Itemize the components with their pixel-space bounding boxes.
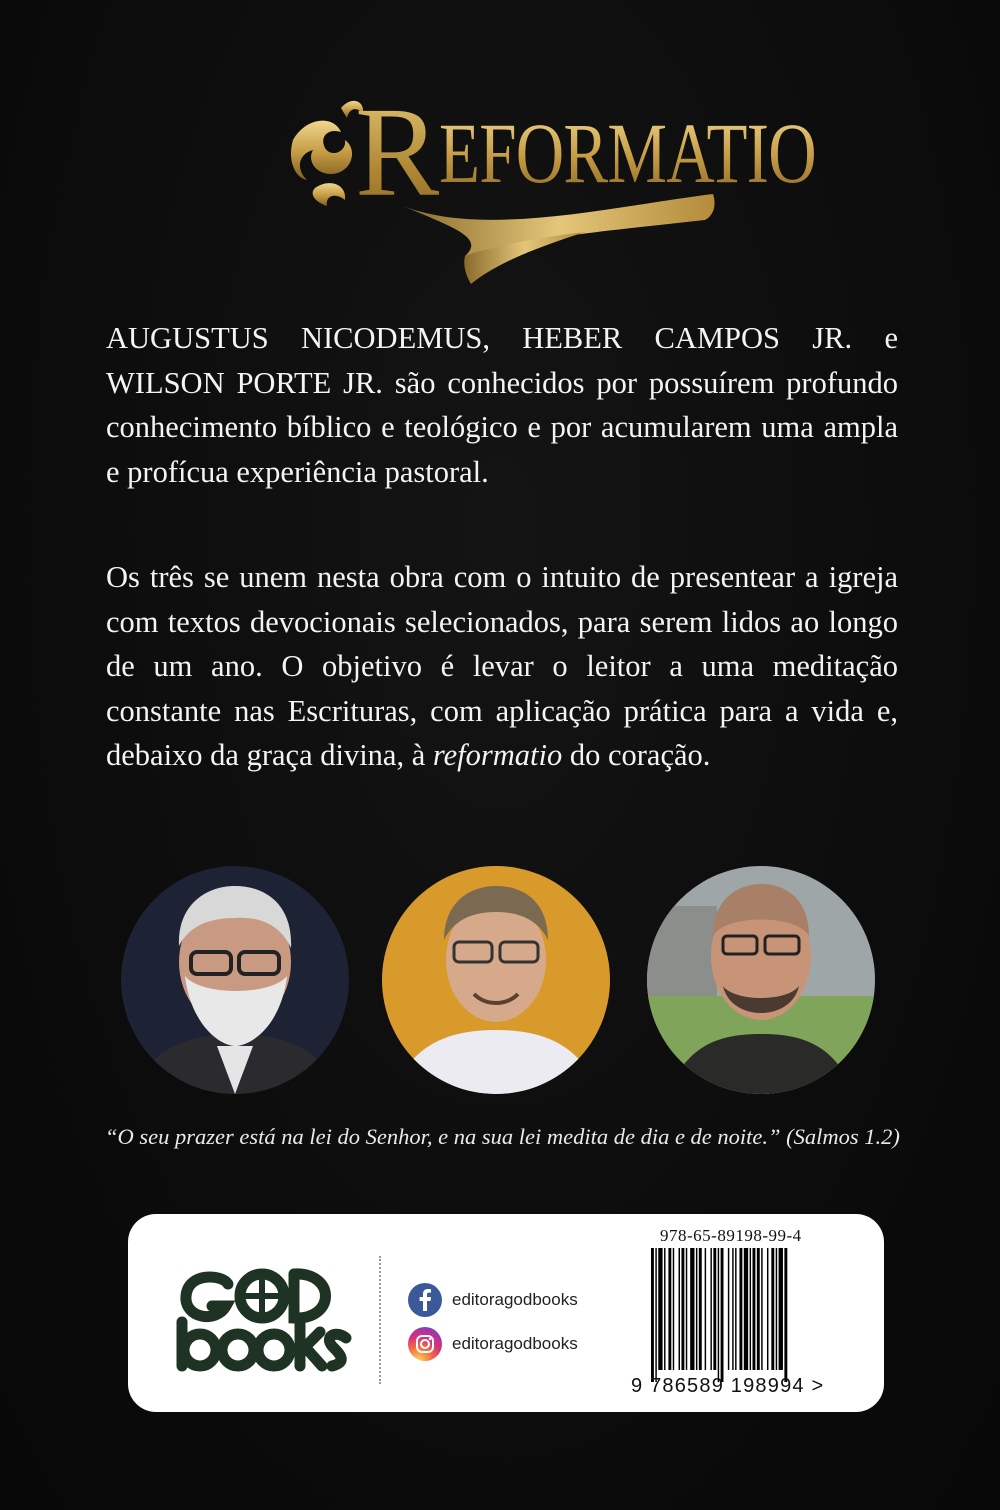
logo-wordmark (355, 81, 923, 223)
author-portrait-1 (121, 866, 349, 1094)
barcode-bar (735, 1248, 736, 1370)
facebook-handle: editoragodbooks (452, 1290, 578, 1309)
barcode-bar (771, 1248, 774, 1370)
barcode-bar (686, 1248, 687, 1370)
barcode-bar (713, 1248, 716, 1370)
godbooks-logo-mark (176, 1266, 352, 1374)
logo-rest-letters: EFORMATIO (439, 105, 817, 201)
barcode-bar (673, 1248, 674, 1370)
author-portrait-2 (382, 866, 610, 1094)
godbooks-logo (176, 1266, 352, 1374)
barcode-bar (779, 1248, 783, 1370)
publisher-panel (128, 1214, 884, 1412)
barcode-bar (750, 1248, 751, 1370)
isbn-barcode (650, 1248, 825, 1382)
barcode-bar (696, 1248, 697, 1370)
barcode-bar (705, 1248, 706, 1370)
barcode-bar (658, 1248, 662, 1370)
barcode-bar (744, 1248, 748, 1370)
instagram-link[interactable] (408, 1327, 578, 1361)
barcode-bar (651, 1248, 654, 1382)
barcode-bar (784, 1248, 787, 1382)
barcode-bar (721, 1248, 724, 1382)
barcode-bar (699, 1248, 702, 1370)
barcode-bar (728, 1248, 729, 1370)
facebook-link[interactable] (408, 1283, 578, 1317)
barcode-bar (776, 1248, 777, 1370)
barcode-bar (767, 1248, 768, 1370)
barcode-bar (761, 1248, 762, 1370)
book-description-end: do coração. (562, 738, 711, 772)
barcode-bar (757, 1248, 760, 1370)
isbn-number: 978-65-89198-99-4 (660, 1226, 802, 1245)
author-portrait-3 (647, 866, 875, 1094)
book-description (106, 555, 898, 778)
facebook-icon (408, 1283, 442, 1317)
panel-divider (379, 1256, 381, 1384)
barcode-bar (679, 1248, 680, 1370)
reformatio-logo (285, 81, 817, 288)
barcode-bar (681, 1248, 684, 1370)
book-description-italic: reformatio (432, 738, 563, 772)
logo-initial: R (355, 81, 440, 223)
barcode-bar (655, 1248, 656, 1382)
barcode-digits: 9 786589 198994 > (631, 1375, 825, 1397)
barcode-bar (732, 1248, 733, 1370)
barcode-bar (739, 1248, 742, 1370)
book-description-start: Os três se unem nesta obra com o intuito de presentear a igreja com textos devocionais selecionados, para serem lidos ao longo de um ano. O objetivo é levar o leitor a uma meditação constante nas Escrituras, com aplicação prática para a vida e, debaixo da graça divina, à (106, 560, 898, 772)
barcode-bar (690, 1248, 694, 1370)
bible-quote: “O seu prazer está na lei do Senhor, e na sua lei medita de dia e de noite.” (Salmos 1.2) (105, 1124, 900, 1149)
author-description: AUGUSTUS NICODEMUS, HEBER CAMPOS JR. e WILSON PORTE JR. são conhecidos por possuírem profundo conhecimento bíblico e teológico e por acumularem uma ampla e profícua experiência pastoral. (106, 321, 898, 489)
barcode-bar (753, 1248, 756, 1370)
instagram-icon (408, 1327, 442, 1361)
barcode-bar (710, 1248, 711, 1370)
instagram-handle: editoragodbooks (452, 1334, 578, 1353)
barcode-bar (664, 1248, 665, 1370)
barcode-bar (718, 1248, 719, 1382)
barcode-bar (668, 1248, 671, 1370)
